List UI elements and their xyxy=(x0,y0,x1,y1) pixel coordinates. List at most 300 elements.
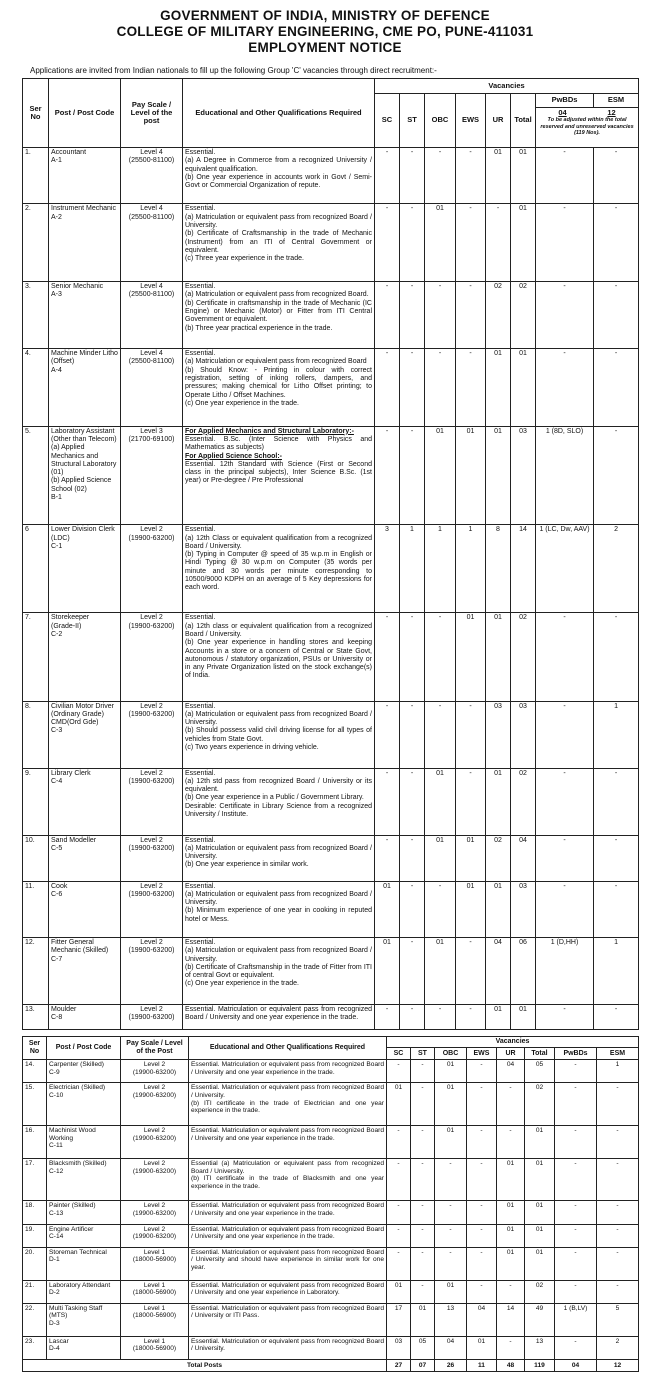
col-pwbd: PwBDs xyxy=(536,94,594,108)
total-cell: 01 xyxy=(525,1158,555,1201)
sc-cell: - xyxy=(375,1005,400,1030)
pay-line: Level 1 xyxy=(143,1304,166,1312)
post-line: D-3 xyxy=(49,1320,60,1328)
qualification-line: Essential. xyxy=(185,769,216,777)
qualification-line: (a) 12th class or equivalent qualification from a recognized Board / University. xyxy=(185,622,372,638)
post-line: C-11 xyxy=(49,1142,63,1150)
sc-cell: 3 xyxy=(375,525,400,613)
pay-cell xyxy=(121,1247,189,1280)
pay-line: (25500-81100) xyxy=(128,213,175,221)
qualification-line: Essential. xyxy=(185,702,216,710)
qualification-line: (a) Matriculation or equivalent pass from recognized Board / University. xyxy=(185,947,372,963)
pay-line: Level 4 xyxy=(140,149,163,156)
col2-vacancies: Vacancies xyxy=(387,1037,639,1048)
ur-cell: 8 xyxy=(486,525,511,613)
pwbd-cell: 1 (8D, SLO) xyxy=(536,426,594,525)
qualification-line: For Applied Science School:- xyxy=(185,452,282,460)
pay-line: Level 1 xyxy=(143,1281,166,1289)
qualification-cell xyxy=(183,282,375,349)
header-line-3: EMPLOYMENT NOTICE xyxy=(248,40,402,55)
pay-cell xyxy=(121,1224,189,1247)
post-cell xyxy=(49,525,121,613)
post-line: Senior Mechanic xyxy=(51,283,104,291)
ews-cell: 1 xyxy=(456,525,486,613)
post-cell xyxy=(47,1247,121,1280)
qualification-line: Essential. xyxy=(185,939,216,946)
total-cell: 01 xyxy=(511,1005,536,1030)
sc-cell: 01 xyxy=(387,1280,411,1303)
ews-cell: - xyxy=(456,349,486,427)
obc-cell: 01 xyxy=(425,938,456,1005)
qualification-cell xyxy=(183,768,375,835)
table-row xyxy=(23,1083,639,1126)
pwbd-cell: - xyxy=(536,1005,594,1030)
post-cell xyxy=(49,349,121,427)
total-obc: 26 xyxy=(435,1360,467,1372)
pay-line: (19900-63200) xyxy=(128,622,175,630)
total-ews: 11 xyxy=(467,1360,497,1372)
table-row xyxy=(23,1336,639,1359)
st-cell: 05 xyxy=(411,1336,435,1359)
qualification-line: (b) Three year practical experience in the trade. xyxy=(185,324,333,332)
ur-cell: 02 xyxy=(486,835,511,881)
col2-sc: SC xyxy=(387,1048,411,1060)
qualification-line: Essential. xyxy=(185,149,216,156)
post-line: Multi Tasking Staff (MTS) xyxy=(49,1304,103,1320)
table-row xyxy=(23,1126,639,1159)
post-line: Machine Minder Litho (Offset) xyxy=(51,350,118,366)
qualification-line: (a) Matriculation or equivalent pass from recognized Board. xyxy=(185,291,369,299)
col-ser: Ser No xyxy=(23,79,49,148)
ur-cell: 14 xyxy=(497,1303,525,1336)
ur-cell: 01 xyxy=(497,1201,525,1224)
qualification-cell xyxy=(189,1060,387,1083)
qualification-cell xyxy=(189,1201,387,1224)
pay-line: (21700-69100) xyxy=(128,435,175,443)
pay-line: Level 2 xyxy=(140,882,163,890)
table-row xyxy=(23,881,639,937)
total-cell: 02 xyxy=(511,613,536,701)
ews-cell: - xyxy=(456,204,486,282)
pay-line: (25500-81100) xyxy=(128,157,175,165)
esm-cell: - xyxy=(597,1158,639,1201)
qualification-cell xyxy=(183,938,375,1005)
st-cell: - xyxy=(400,282,425,349)
qualification-cell xyxy=(189,1247,387,1280)
ur-cell: - xyxy=(497,1083,525,1126)
qualification-line: (b) Should Know: - Printing in colour with correct registration, setting of inking rollers, dampers, and pressures; making chemical for Litho Offset printing; to Operate Litho / Offset Machines. xyxy=(185,366,372,399)
post-line: C-3 xyxy=(51,727,63,735)
table-row xyxy=(23,525,639,613)
ser-cell: 2. xyxy=(23,204,49,282)
table-row xyxy=(23,282,639,349)
qualification-line: Essential. xyxy=(185,350,216,358)
pay-cell xyxy=(121,1005,183,1030)
esm-cell: - xyxy=(597,1247,639,1280)
ser-cell: 12. xyxy=(23,938,49,1005)
ser-cell: 6 xyxy=(23,525,49,613)
pwbd-cell: - xyxy=(536,881,594,937)
pay-cell xyxy=(121,1201,189,1224)
esm-cell: - xyxy=(594,613,639,701)
total-cell: 05 xyxy=(525,1060,555,1083)
sc-cell: 17 xyxy=(387,1303,411,1336)
obc-cell: 01 xyxy=(425,426,456,525)
ews-cell: 04 xyxy=(467,1303,497,1336)
table-row xyxy=(23,1060,639,1083)
sc-cell: - xyxy=(375,148,400,204)
sc-cell: - xyxy=(387,1247,411,1280)
qualification-line: (b) One year experience in a Public / Government Library. xyxy=(185,794,364,802)
total-cell: 03 xyxy=(511,701,536,768)
post-line: (b) Applied Science School (02) xyxy=(51,477,112,493)
post-line: C-2 xyxy=(51,630,63,638)
pwbd-cell: - xyxy=(555,1336,597,1359)
esm-cell: - xyxy=(594,835,639,881)
pay-line: Level 2 xyxy=(143,1202,166,1210)
pay-line: (19900-63200) xyxy=(128,710,175,718)
qualification-line: (b) One year experience in handling stores and keeping Accounts in a store or a concern of Central or State Govt, autonomous / statutory organization, PSUs or University or in any Private Organization listed on the stock exchange(s) of India. xyxy=(185,639,372,680)
post-line: CMD(Ord Gde) xyxy=(51,719,99,727)
ews-cell: - xyxy=(467,1158,497,1201)
qualification-line: (a) Matriculation or equivalent pass from recognized Board / University. xyxy=(185,890,372,907)
total-cell: 02 xyxy=(525,1083,555,1126)
pwbd-cell: - xyxy=(555,1083,597,1126)
qualification-line: (b) Certificate in craftsmanship in the trade of Mechanic (IC Engine) or Mechanic (Motor) or Fitter from ITI Central Government or equivalent. xyxy=(185,299,372,324)
pay-line: Level 4 xyxy=(140,205,163,213)
pwbd-cell: - xyxy=(536,613,594,701)
pay-line: (19900-63200) xyxy=(128,947,175,955)
qualification-cell xyxy=(189,1280,387,1303)
qualification-line: Essential. Matriculation or equivalent pass from recognized Board / University and one year experience in the trade. xyxy=(191,1061,384,1076)
table-row xyxy=(23,1201,639,1224)
pwbd-cell: - xyxy=(536,349,594,427)
totals-row xyxy=(23,1360,639,1372)
pay-cell xyxy=(121,938,183,1005)
reservation-note: To be adjusted within the total reserved and unreserved vacancies (119 Nos). xyxy=(540,117,634,137)
pay-line: (19900-63200) xyxy=(128,890,175,898)
sc-cell: - xyxy=(375,835,400,881)
sc-cell: - xyxy=(375,768,400,835)
post-line: C-1 xyxy=(51,542,63,550)
ser-cell: 18. xyxy=(23,1201,47,1224)
obc-cell: - xyxy=(435,1247,467,1280)
sc-cell: - xyxy=(375,426,400,525)
pay-line: Level 2 xyxy=(140,769,163,777)
post-line: C-14 xyxy=(49,1233,64,1241)
post-cell xyxy=(47,1280,121,1303)
col2-ser: Ser No xyxy=(23,1037,47,1060)
qualification-line: (c) One year experience in the trade. xyxy=(185,399,300,407)
ser-cell: 22. xyxy=(23,1303,47,1336)
total-cell: 49 xyxy=(525,1303,555,1336)
col-pay: Pay Scale / Level of the post xyxy=(121,79,183,148)
post-cell xyxy=(47,1060,121,1083)
sc-cell: - xyxy=(375,204,400,282)
qualification-cell xyxy=(189,1336,387,1359)
obc-cell: - xyxy=(425,881,456,937)
ews-cell: 01 xyxy=(456,835,486,881)
pay-line: Level 2 xyxy=(140,836,163,844)
post-line: Lower Division Clerk (LDC) xyxy=(51,526,115,542)
qualification-line: (b) ITI certificate in the trade of Electrician and one year experience in the trade. xyxy=(191,1099,384,1115)
qualification-line: (c) Two years experience in driving vehicle. xyxy=(185,743,319,751)
ser-cell: 8. xyxy=(23,701,49,768)
ur-cell: 04 xyxy=(486,938,511,1005)
esm-cell: - xyxy=(594,768,639,835)
total-esm: 12 xyxy=(597,1360,639,1372)
qualification-line: Essential. xyxy=(185,526,216,534)
table-row xyxy=(23,768,639,835)
qualification-line: Essential. 12th Standard with Science (First or Second class in the principal subjects), Inter Science B.Sc. (1st year) or Pre-degree / Pre Professional xyxy=(185,460,372,485)
col-st: ST xyxy=(400,94,425,148)
col2-st: ST xyxy=(411,1048,435,1060)
post-cell xyxy=(47,1126,121,1159)
pay-cell xyxy=(121,349,183,427)
pwbd-cell: 1 (B,LV) xyxy=(555,1303,597,1336)
pwbd-cell: - xyxy=(536,835,594,881)
vacancy-table-page-1 xyxy=(22,78,638,1030)
pay-line: Level 2 xyxy=(143,1127,166,1135)
col2-obc: OBC xyxy=(435,1048,467,1060)
pay-line: Level 2 xyxy=(140,939,163,946)
pay-line: Level 2 xyxy=(143,1159,166,1167)
st-cell: - xyxy=(400,881,425,937)
pwbd-cell: - xyxy=(555,1158,597,1201)
qualification-line: Essential. Matriculation or equivalent pass from recognized Board / University. xyxy=(191,1084,384,1100)
vacancy-table-continued xyxy=(22,1036,639,1372)
table-row xyxy=(23,701,639,768)
ur-cell: 01 xyxy=(486,148,511,204)
post-line: Storekeeper xyxy=(51,614,90,622)
post-line: D-1 xyxy=(49,1256,60,1264)
post-line: Machinist Wood Working xyxy=(49,1127,96,1142)
total-pwbd: 04 xyxy=(555,1360,597,1372)
st-cell: - xyxy=(400,701,425,768)
post-cell xyxy=(49,835,121,881)
ser-cell: 4. xyxy=(23,349,49,427)
esm-cell: - xyxy=(594,349,639,427)
qualification-line: Essential. Matriculation or equivalent pass from recognized Board / University. xyxy=(191,1337,384,1353)
post-cell xyxy=(47,1303,121,1336)
pay-line: Level 2 xyxy=(140,702,163,710)
qualification-cell xyxy=(189,1224,387,1247)
post-cell xyxy=(49,701,121,768)
post-line: A-2 xyxy=(51,213,62,221)
ews-cell: - xyxy=(456,148,486,204)
qualification-line: Essential. Matriculation or equivalent pass from recognized Board / University and should have experience in similar work for one year. xyxy=(191,1248,384,1272)
ser-cell: 21. xyxy=(23,1280,47,1303)
pay-line: (19900-63200) xyxy=(128,777,175,785)
pay-line: (19900-63200) xyxy=(132,1233,177,1241)
sc-cell: - xyxy=(375,282,400,349)
total-cell: 01 xyxy=(525,1126,555,1159)
post-line: C-8 xyxy=(51,1014,63,1022)
pay-cell xyxy=(121,204,183,282)
ser-cell: 15. xyxy=(23,1083,47,1126)
qualification-line: Essential. xyxy=(185,614,216,622)
ur-cell: 01 xyxy=(486,426,511,525)
col2-ews: EWS xyxy=(467,1048,497,1060)
post-cell xyxy=(49,204,121,282)
post-line: C-12 xyxy=(49,1167,64,1175)
ews-cell: - xyxy=(467,1201,497,1224)
pay-line: Level 4 xyxy=(140,283,163,291)
qualification-cell xyxy=(183,525,375,613)
post-line: Laboratory Attendant xyxy=(49,1281,111,1289)
pay-line: Level 4 xyxy=(140,350,163,358)
qualification-cell xyxy=(183,349,375,427)
pwbd-cell: - xyxy=(555,1126,597,1159)
pwbd-cell: - xyxy=(555,1224,597,1247)
pay-cell xyxy=(121,1060,189,1083)
ur-cell: - xyxy=(497,1336,525,1359)
ur-cell: 01 xyxy=(486,768,511,835)
total-cell: 04 xyxy=(511,835,536,881)
qualification-line: Essential. xyxy=(185,205,216,213)
post-cell xyxy=(47,1336,121,1359)
esm-cell: - xyxy=(597,1083,639,1126)
qualification-line: (b) Certificate of Craftsmanship in the trade of Mechanic (Instrument) from an ITI of Central Government or equivalent. xyxy=(185,230,372,254)
table-row xyxy=(23,1280,639,1303)
st-cell: - xyxy=(400,835,425,881)
sc-cell: - xyxy=(387,1158,411,1201)
qualification-cell xyxy=(183,613,375,701)
st-cell: - xyxy=(411,1126,435,1159)
pay-line: Level 2 xyxy=(140,1006,163,1014)
post-line: A-4 xyxy=(51,366,62,374)
ser-cell: 1. xyxy=(23,148,49,204)
post-line: Lascar xyxy=(49,1337,69,1345)
total-cell: 03 xyxy=(511,881,536,937)
table-row xyxy=(23,1247,639,1280)
table-row xyxy=(23,148,639,204)
pay-line: (25500-81100) xyxy=(128,291,175,299)
obc-cell: - xyxy=(435,1158,467,1201)
pwbd-cell: - xyxy=(555,1060,597,1083)
ews-cell: - xyxy=(456,701,486,768)
esm-cell: - xyxy=(594,881,639,937)
post-line: (Grade-II) xyxy=(51,622,82,630)
qualification-cell xyxy=(183,835,375,881)
pay-line: Level 1 xyxy=(143,1337,166,1345)
post-line: Civilian Motor Driver (Ordinary Grade) xyxy=(51,702,115,718)
pay-line: (19900-63200) xyxy=(132,1210,177,1218)
pay-line: Level 2 xyxy=(140,526,163,534)
pwbd-total: 04 xyxy=(558,108,567,117)
post-line: C-4 xyxy=(51,777,63,785)
col-esm: ESM xyxy=(594,94,639,108)
col-sc: SC xyxy=(375,94,400,148)
post-cell xyxy=(49,1005,121,1030)
obc-cell: - xyxy=(425,701,456,768)
col-ews: EWS xyxy=(456,94,486,148)
sc-cell: - xyxy=(375,349,400,427)
total-ur: 48 xyxy=(497,1360,525,1372)
pay-cell xyxy=(121,1336,189,1359)
sc-cell: - xyxy=(387,1126,411,1159)
pay-line: (25500-81100) xyxy=(128,358,175,366)
ews-cell: - xyxy=(456,768,486,835)
post-cell xyxy=(49,148,121,204)
qualification-line: (a) 12th Class or equivalent qualification from a recognized Board / University. xyxy=(185,534,372,550)
ser-cell: 23. xyxy=(23,1336,47,1359)
esm-cell: - xyxy=(597,1224,639,1247)
obc-cell: 01 xyxy=(425,835,456,881)
pay-line: (19900-63200) xyxy=(132,1068,177,1076)
esm-cell: - xyxy=(594,204,639,282)
st-cell: - xyxy=(400,426,425,525)
ews-cell: - xyxy=(456,1005,486,1030)
ews-cell: 01 xyxy=(456,613,486,701)
total-cell: 01 xyxy=(511,349,536,427)
qualification-line: Essential. B.Sc. (Inter Science with Physics and Mathematics as subjects) xyxy=(185,435,372,452)
col2-ur: UR xyxy=(497,1048,525,1060)
ser-cell: 14. xyxy=(23,1060,47,1083)
post-line: C-13 xyxy=(49,1210,64,1218)
qualification-cell xyxy=(189,1083,387,1126)
ser-cell: 16. xyxy=(23,1126,47,1159)
ser-cell: 5. xyxy=(23,426,49,525)
obc-cell: 01 xyxy=(425,204,456,282)
ur-cell: 01 xyxy=(486,1005,511,1030)
st-cell: - xyxy=(400,148,425,204)
sc-cell: - xyxy=(387,1060,411,1083)
col-total: Total xyxy=(511,94,536,148)
pay-line: Level 2 xyxy=(143,1084,166,1092)
qualification-line: Essential. Matriculation or equivalent pass from recognized Board / University and one year experience in the trade. xyxy=(185,1006,372,1022)
ews-cell: - xyxy=(467,1247,497,1280)
post-line: Library Clerk xyxy=(51,769,91,777)
col2-post: Post / Post Code xyxy=(47,1037,121,1060)
total-cell: 01 xyxy=(511,204,536,282)
col2-qual: Educational and Other Qualifications Required xyxy=(189,1037,387,1060)
col-ur: UR xyxy=(486,94,511,148)
intro-text: Applications are invited from Indian nationals to fill up the following Group 'C' vacancies through direct recruitment:- xyxy=(30,66,437,75)
pay-line: Level 2 xyxy=(143,1225,166,1233)
table-row xyxy=(23,938,639,1005)
post-line: Cook xyxy=(51,882,68,890)
ur-cell: - xyxy=(497,1126,525,1159)
obc-cell: - xyxy=(425,282,456,349)
ur-cell: 01 xyxy=(497,1158,525,1201)
st-cell: - xyxy=(411,1158,435,1201)
ser-cell: 13. xyxy=(23,1005,49,1030)
header-line-2: COLLEGE OF MILITARY ENGINEERING, CME PO, PUNE-411031 xyxy=(116,24,534,39)
pwbd-cell: - xyxy=(555,1201,597,1224)
post-line: D-2 xyxy=(49,1289,60,1297)
post-line: D-4 xyxy=(49,1345,60,1353)
pay-cell xyxy=(121,1158,189,1201)
pay-cell xyxy=(121,835,183,881)
ser-cell: 11. xyxy=(23,881,49,937)
post-line: C-5 xyxy=(51,844,63,852)
pay-line: Level 2 xyxy=(140,614,163,622)
total-st: 07 xyxy=(411,1360,435,1372)
esm-cell: 5 xyxy=(597,1303,639,1336)
post-line: Laboratory Assistant (Other than Telecom) xyxy=(51,427,117,443)
post-cell xyxy=(49,282,121,349)
col-obc: OBC xyxy=(425,94,456,148)
post-line: Engine Artificer xyxy=(49,1225,94,1233)
ur-cell: 01 xyxy=(497,1247,525,1280)
sc-cell: - xyxy=(375,613,400,701)
pay-line: (18000-56900) xyxy=(132,1289,177,1297)
qualification-line: Essential. Matriculation or equivalent pass from recognized Board / University and one year experience in the trade. xyxy=(191,1127,384,1142)
esm-cell: 2 xyxy=(594,525,639,613)
post-line: B-1 xyxy=(51,494,62,502)
table-row xyxy=(23,613,639,701)
